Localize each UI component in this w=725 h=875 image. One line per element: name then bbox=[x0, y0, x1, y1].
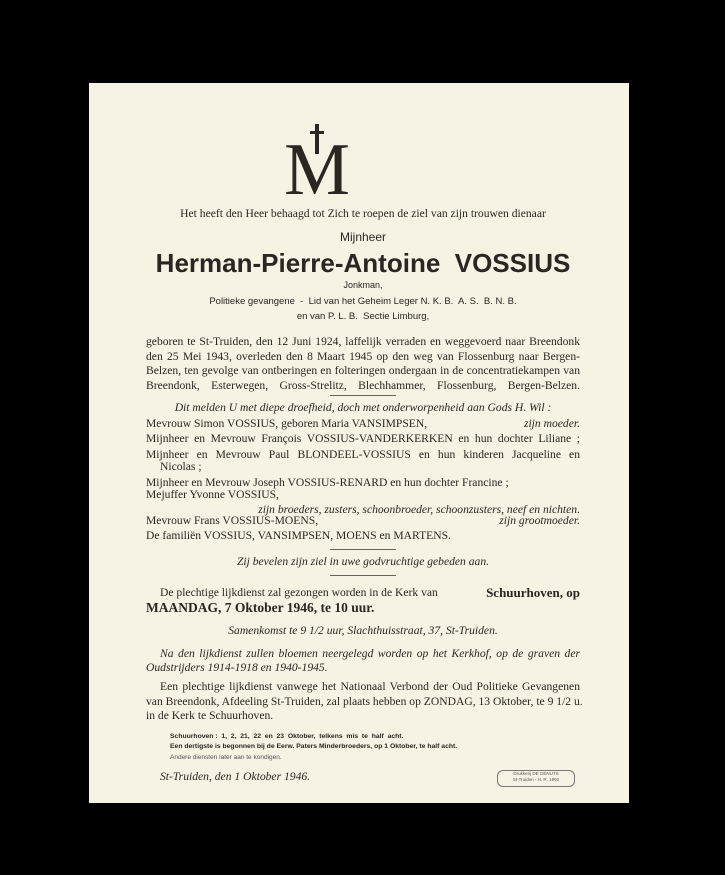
service-line: De plechtige lijkdienst zal gezongen worden in de Kerk van Schuurhoven, op bbox=[160, 585, 580, 600]
printer-stamp: Drukkerij DE GENUTS St-Truiden - H. R. 1992 bbox=[497, 770, 575, 787]
prayer: Zij bevelen zijn ziel in uwe godvruchtige gebeden aan. bbox=[236, 555, 490, 568]
family-line: De familiën VOSSIUS, VANSIMPSEN, MOENS en MARTENS. bbox=[146, 529, 451, 542]
status: Jonkman, bbox=[343, 280, 383, 290]
svg-text:M: M bbox=[284, 129, 350, 197]
divider bbox=[330, 395, 396, 396]
memorial-line: in de Kerk te Schuurhoven. bbox=[146, 709, 274, 722]
family-line: Mevrouw Simon VOSSIUS, geboren Maria VANSIMPSEN, zijn moeder. bbox=[146, 417, 580, 430]
mass-line: Schuurhoven : 1, 2, 21, 22 en 23 Oktober, telkens mis te half acht. bbox=[170, 733, 404, 740]
affiliation-1: Politieke gevangene - Lid van het Geheim Leger N. K. B. A. S. B. N. B. bbox=[209, 296, 517, 307]
affiliation-2: en van P. L. B. Sectie Limburg, bbox=[296, 311, 430, 322]
bio-line: Breendonk, Esterwegen, Gross-Strelitz, Blechhammer, Flossenburg, Bergen-Belzen. bbox=[146, 378, 580, 392]
family-relation: zijn broeders, zusters, schoonbroeder, schoonzusters, neef en nichten. bbox=[258, 503, 580, 516]
memorial-line: Een plechtige lijkdienst vanwege het Nationaal Verbond der Oud Politieke Gevangenen bbox=[160, 680, 580, 693]
divider bbox=[330, 549, 396, 550]
announcement: Dit melden U met diepe droefheid, doch met onderworpenheid aan Gods H. Wil : bbox=[174, 401, 552, 414]
flowers-line: Oudstrijders 1914-1918 en 1940-1945. bbox=[146, 661, 328, 674]
service-date: MAANDAG, 7 Oktober 1946, te 10 uur. bbox=[146, 600, 375, 615]
mass-line: Andere diensten later aan te kondigen. bbox=[170, 754, 282, 761]
divider bbox=[330, 575, 396, 576]
bio-line: Belzen, ten gevolge van ontberingen en folteringen ondergaan in de concentratiekampen van bbox=[146, 364, 580, 377]
family-line: Mevrouw Frans VOSSIUS-MOENS, zijn grootmoeder. bbox=[146, 514, 580, 527]
family-line: Mijnheer en Mevrouw Joseph VOSSIUS-RENARD en hun dochter Francine ; bbox=[146, 476, 509, 489]
deceased-name: Herman-Pierre-Antoine VOSSIUS bbox=[155, 248, 571, 278]
bio-line: den 25 Mei 1943, overleden den 8 Maart 1945 op den weg van Flossenburg naar Bergen- bbox=[146, 349, 580, 363]
place-date: St-Truiden, den 1 Oktober 1946. bbox=[160, 770, 311, 783]
family-line: Nicolas ; bbox=[160, 460, 202, 473]
family-line: Mijnheer en Mevrouw Paul BLONDEEL-VOSSIUS en hun kinderen Jacqueline en bbox=[146, 447, 580, 461]
honorific: Mijnheer bbox=[339, 230, 387, 244]
memorial-line: van Breendonk, Afdeeling St-Truiden, zal plaats hebben op ZONDAG, 13 Oktober, te 9 1/2 u. bbox=[146, 694, 583, 708]
family-line: Mijnheer en Mevrouw François VOSSIUS-VANDERKERKEN en hun dochter Liliane ; bbox=[146, 432, 580, 445]
gathering: Samenkomst te 9 1/2 uur, Slachthuisstraat, 37, St-Truiden. bbox=[228, 624, 498, 637]
family-line: Mejuffer Yvonne VOSSIUS, bbox=[146, 488, 279, 501]
marian-monogram-icon bbox=[277, 122, 357, 197]
flowers-line: Na den lijkdienst zullen bloemen neergelegd worden op het Kerkhof, op de graven der bbox=[160, 647, 580, 660]
bio-line: geboren te St-Truiden, den 12 Juni 1924, laffelijk verraden en weggevoerd naar Breendonk bbox=[146, 335, 580, 348]
mass-line: Een dertigste is begonnen bij de Eerw. Paters Minderbroeders, op 1 Oktober, te half acht. bbox=[170, 743, 458, 750]
intro-text: Het heeft den Heer behaagd tot Zich te roepen de ziel van zijn trouwen dienaar bbox=[180, 207, 546, 220]
